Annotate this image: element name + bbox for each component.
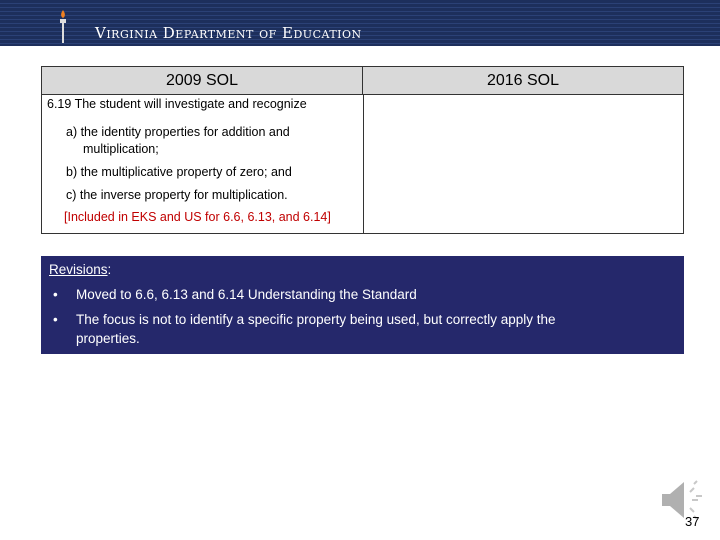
item-c: c) the inverse property for multiplication. — [66, 188, 288, 202]
item-a-cont: multiplication; — [83, 142, 159, 156]
revisions-colon: : — [107, 262, 112, 277]
header-2009-sol: 2009 SOL — [42, 67, 363, 95]
column-divider — [363, 95, 364, 233]
bullet-icon: • — [53, 312, 58, 327]
page-number: 37 — [685, 514, 700, 529]
bullet-2: The focus is not to identify a specific property being used, but correctly apply the — [76, 312, 556, 327]
torch-logo-icon — [58, 10, 68, 44]
header-banner — [0, 0, 720, 46]
item-a: a) the identity properties for addition and — [66, 125, 290, 139]
note: [Included in EKS and US for 6.6, 6.13, and 6.14] — [64, 210, 331, 224]
sol-comparison-table — [41, 66, 684, 234]
banner-title: Virginia Department of Education — [95, 24, 362, 42]
revisions-box — [41, 256, 684, 354]
bullet-1: Moved to 6.6, 6.13 and 6.14 Understanding the Standard — [76, 287, 417, 302]
revisions-label: Revisions — [49, 262, 108, 277]
bullet-2-cont: properties. — [76, 331, 140, 346]
speaker-audio-icon[interactable] — [660, 478, 708, 522]
item-b: b) the multiplicative property of zero; and — [66, 165, 292, 179]
standard-text: 6.19 The student will investigate and recognize — [47, 97, 307, 111]
bullet-icon: • — [53, 287, 58, 302]
header-2016-sol: 2016 SOL — [363, 67, 683, 95]
